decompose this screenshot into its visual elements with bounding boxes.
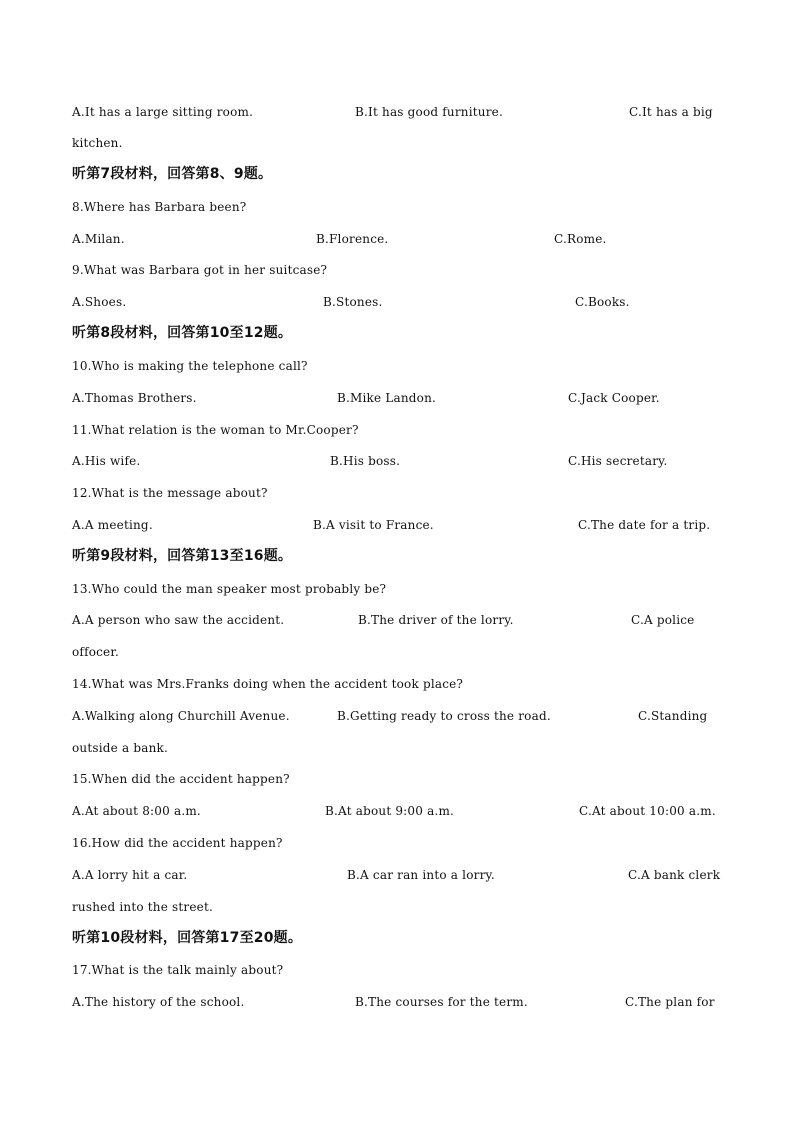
q12-option-b: B.A visit to France. xyxy=(313,518,434,532)
q14-option-a: A.Walking along Churchill Avenue. xyxy=(72,709,290,723)
q9-question: 9.What was Barbara got in her suitcase? xyxy=(72,263,328,277)
q12-option-a: A.A meeting. xyxy=(72,518,153,532)
q11-question: 11.What relation is the woman to Mr.Cooper? xyxy=(72,423,359,437)
q16-option-a: A.A lorry hit a car. xyxy=(72,868,188,882)
q15-option-c: C.At about 10:00 a.m. xyxy=(579,804,716,818)
section-heading-7: 听第7段材料，回答第8、9题。 xyxy=(72,166,273,182)
q14-option-b: B.Getting ready to cross the road. xyxy=(337,709,551,723)
q7-option-b: B.It has good furniture. xyxy=(355,105,503,119)
q17-option-a: A.The history of the school. xyxy=(72,995,245,1009)
q9-option-a: A.Shoes. xyxy=(72,295,127,309)
q11-option-b: B.His boss. xyxy=(330,454,401,468)
q14-options-row xyxy=(72,705,724,727)
q16-question: 16.How did the accident happen? xyxy=(72,836,283,850)
q15-options-row xyxy=(72,800,724,822)
q10-options-row xyxy=(72,387,724,409)
q7-options-row xyxy=(72,101,724,123)
q12-options-row xyxy=(72,514,724,536)
q11-option-a: A.His wife. xyxy=(72,454,141,468)
section-heading-10: 听第10段材料，回答第17至20题。 xyxy=(72,930,303,946)
q16-options-row xyxy=(72,864,724,886)
q17-option-c: C.The plan for xyxy=(625,995,715,1009)
q9-options-row xyxy=(72,291,724,313)
q13-question: 13.Who could the man speaker most probably be? xyxy=(72,582,387,596)
q13-options-row xyxy=(72,609,724,631)
q11-options-row xyxy=(72,450,724,472)
q15-option-a: A.At about 8:00 a.m. xyxy=(72,804,201,818)
q13-option-a: A.A person who saw the accident. xyxy=(72,613,285,627)
q9-option-b: B.Stones. xyxy=(323,295,383,309)
q8-option-a: A.Milan. xyxy=(72,232,125,246)
q17-option-b: B.The courses for the term. xyxy=(355,995,528,1009)
q10-option-a: A.Thomas Brothers. xyxy=(72,391,197,405)
q13-option-c: C.A police xyxy=(631,613,695,627)
q12-question: 12.What is the message about? xyxy=(72,486,268,500)
q16-option-b: B.A car ran into a lorry. xyxy=(347,868,495,882)
q10-question: 10.Who is making the telephone call? xyxy=(72,359,308,373)
q14-question: 14.What was Mrs.Franks doing when the accident took place? xyxy=(72,677,464,691)
q8-options-row xyxy=(72,228,724,250)
q10-option-c: C.Jack Cooper. xyxy=(568,391,660,405)
q13-option-b: B.The driver of the lorry. xyxy=(358,613,514,627)
q11-option-c: C.His secretary. xyxy=(568,454,668,468)
section-heading-9: 听第9段材料，回答第13至16题。 xyxy=(72,548,293,564)
q8-option-b: B.Florence. xyxy=(316,232,389,246)
q16-option-c: C.A bank clerk xyxy=(628,868,721,882)
q8-question: 8.Where has Barbara been? xyxy=(72,200,247,214)
q12-option-c: C.The date for a trip. xyxy=(578,518,711,532)
q14-option-c: C.Standing xyxy=(638,709,708,723)
q9-option-c: C.Books. xyxy=(575,295,630,309)
q15-question: 15.When did the accident happen? xyxy=(72,772,290,786)
q10-option-b: B.Mike Landon. xyxy=(337,391,437,405)
q8-option-c: C.Rome. xyxy=(554,232,607,246)
q17-question: 17.What is the talk mainly about? xyxy=(72,963,284,977)
q17-options-row xyxy=(72,991,724,1013)
q15-option-b: B.At about 9:00 a.m. xyxy=(325,804,455,818)
q7-option-a: A.It has a large sitting room. xyxy=(72,105,254,119)
q7-option-c: C.It has a big xyxy=(629,105,713,119)
q13-option-c-continuation: offocer. xyxy=(72,645,119,659)
q16-option-c-continuation: rushed into the street. xyxy=(72,900,214,914)
section-heading-8: 听第8段材料，回答第10至12题。 xyxy=(72,325,293,341)
q14-option-c-continuation: outside a bank. xyxy=(72,741,168,755)
q7-option-c-continuation: kitchen. xyxy=(72,136,123,150)
